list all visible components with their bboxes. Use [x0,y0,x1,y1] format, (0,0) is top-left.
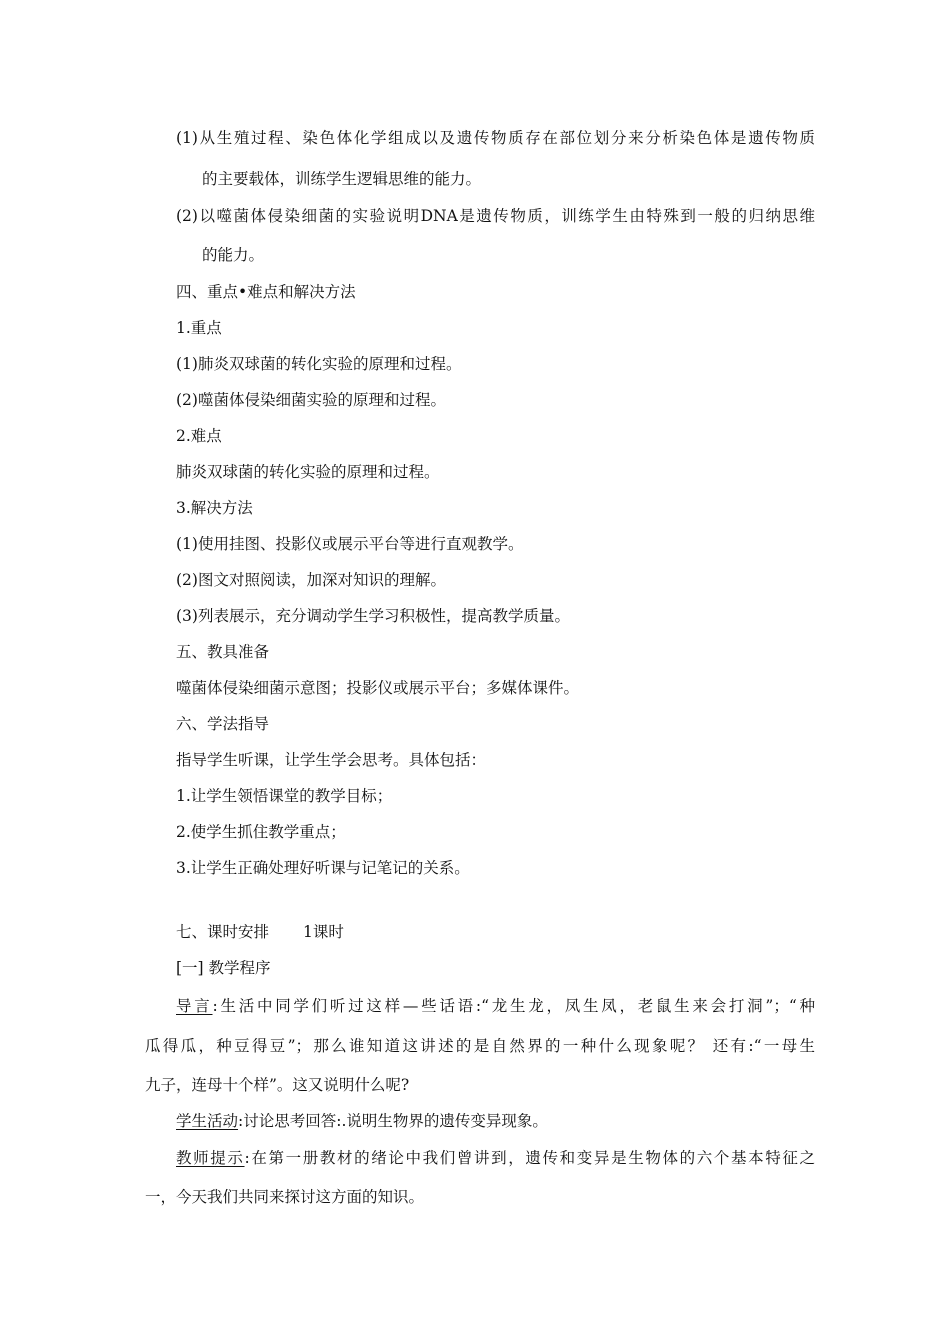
activity-line: 学生活动:讨论思考回答:.说明生物界的遗传变异现象。 [176,1112,548,1130]
list-item: 3.让学生正确处理好听课与记笔记的关系。 [176,859,470,877]
hint-label: 教师提示 [176,1149,245,1167]
hint-paragraph-line: 教师提示:在第一册教材的绪论中我们曾讲到，遗传和变异是生物体的六个基本特征之 [176,1149,815,1167]
list-item: (2)图文对照阅读，加深对知识的理解。 [176,571,446,589]
program-heading: [一] 教学程序 [176,959,271,977]
schedule-label: 七、课时安排 [176,923,270,941]
activity-label: 学生活动 [176,1112,239,1130]
paragraph-line: 的主要载体，训练学生逻辑思维的能力。 [202,170,482,188]
list-item: 1.让学生领悟课堂的教学目标； [176,787,393,805]
hint-paragraph-line: 一，今天我们共同来探讨这方面的知识。 [145,1188,425,1206]
section-heading: 四、重点•难点和解决方法 [176,283,356,301]
paragraph-line: 肺炎双球菌的转化实验的原理和过程。 [176,463,440,481]
subheading: 1.重点 [176,319,222,337]
paragraph-line: 噬菌体侵染细菌示意图；投影仪或展示平台；多媒体课件。 [176,679,580,697]
section-heading: 六、学法指导 [176,715,270,733]
intro-paragraph-line: 导言:生活中同学们听过这样—些话语:“龙生龙，凤生凤，老鼠生来会打洞”；“种 [176,997,815,1015]
subheading: 2.难点 [176,427,222,445]
paragraph-line: 指导学生听课，让学生学会思考。具体包括： [176,751,487,769]
schedule-line [176,922,815,942]
list-item: (2)噬菌体侵染细菌实验的原理和过程。 [176,391,446,409]
paragraph-line: (1)从生殖过程、染色体化学组成以及遗传物质存在部位划分来分析染色体是遗传物质 [176,129,815,147]
list-item: (3)列表展示，充分调动学生学习积极性，提高教学质量。 [176,607,570,625]
intro-paragraph-line: 瓜得瓜，种豆得豆”；那么谁知道这讲述的是自然界的一种什么现象呢？ 还有:“一母生 [145,1037,815,1055]
paragraph-line: (2)以噬菌体侵染细菌的实验说明DNA是遗传物质，训练学生由特殊到一般的归纳思维 [176,207,815,225]
list-item: (1)肺炎双球菌的转化实验的原理和过程。 [176,355,462,373]
list-item: 2.使学生抓住教学重点； [176,823,346,841]
section-heading: 五、教具准备 [176,643,270,661]
schedule-value: 1课时 [303,923,344,941]
paragraph-line: 的能力。 [202,246,265,264]
list-item: (1)使用挂图、投影仪或展示平台等进行直观教学。 [176,535,524,553]
intro-label: 导言 [176,997,213,1015]
intro-paragraph-line: 九子，连母十个样”。这又说明什么呢? [145,1076,410,1094]
subheading: 3.解决方法 [176,499,253,517]
